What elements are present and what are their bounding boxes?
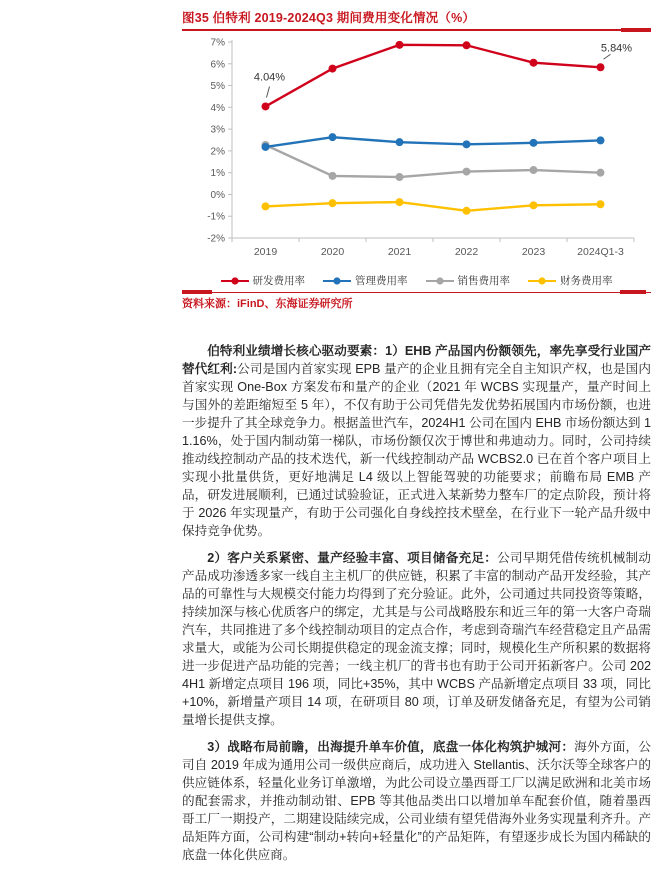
legend-label: 财务费用率 (560, 275, 613, 288)
legend-marker-icon (528, 276, 556, 286)
paragraph-3-text: 海外方面，公司自 2019 年成为通用公司一级供应商后，成功进入 Stellantis、沃尔沃等全球客户的供应链体系，轻量化业务订单激增，为此公司设立墨西哥工厂以满足欧洲和北美市场的配套需求，并推动制动钳、EPB 等其他品类出口以增加单车配套价值，随着墨西哥工厂一期投产，二期建设陆续完成，公司业绩有望凭借海外业务实现量利齐升。产品矩阵方面，公司构建“制动+转向+轻量化”的产品矩阵，有望逐步成长为国内稀缺的底盘一体化供应商。 (182, 740, 652, 863)
data-point (530, 58, 538, 66)
x-tick-label: 2019 (253, 245, 278, 258)
source-rule-start (182, 290, 212, 294)
data-point (597, 136, 605, 144)
series-line (266, 145, 601, 177)
chart-container (182, 32, 651, 271)
data-point (597, 200, 605, 208)
x-tick-label: 2020 (320, 245, 345, 258)
annotation-leader (604, 54, 611, 59)
paragraph-3-lead: 3）战略布局前瞻，出海提升单车价值，底盘一体化构筑护城河： (207, 740, 575, 755)
y-tick-label: 4% (210, 102, 225, 114)
x-tick-label: 2024Q1-3 (577, 245, 624, 258)
annotation-leader (267, 86, 270, 97)
data-point (597, 63, 605, 71)
data-point (396, 40, 404, 48)
data-point (396, 173, 404, 181)
y-tick-label: 5% (210, 80, 225, 92)
source-rule (182, 292, 651, 294)
y-tick-label: -1% (207, 211, 225, 223)
series-销售费用率 (262, 141, 605, 181)
series-管理费用率 (262, 133, 605, 151)
series-line (266, 202, 601, 211)
data-point (329, 133, 337, 141)
data-point (463, 206, 471, 214)
y-tick-label: 1% (210, 167, 225, 179)
paragraph-2-text: 公司早期凭借传统机械制动产品成功渗透多家一线自主主机厂的供应链，积累了丰富的制动产品开发经验，其产品的可靠性与大规模交付能力均得到了充分验证。此外，公司通过共同投资等策略，持续加深与核心优质客户的绑定，尤其是与公司战略股东和近三年的第一大客户奇瑞汽车，共同推进了多个线控制动项目的定点合作，考虑到奇瑞汽车经营稳定且产品需求量大，或能为公司长期提供稳定的现金流支撑；同时，规模化生产所积累的数据将进一步促进产品功能的完善；一线主机厂的背书也有助于公司开拓新客户。公司 2024H1 新增定点项目 196 项，同比+35%，其中 WCBS 产品新增定点项目 33 项，同比+10%，新增量产项目 14 项，在研项目 80 项，订单及研发储备充足，有望为公司销量增长提供支撑。 (182, 551, 651, 728)
y-tick-label: -2% (207, 233, 225, 245)
series-line (266, 44, 601, 106)
series-研发费用率 (262, 40, 605, 110)
figure-title: 图35 伯特利 2019-2024Q3 期间费用变化情况（%） (182, 11, 476, 25)
x-tick-label: 2022 (454, 245, 479, 258)
data-point (463, 167, 471, 175)
legend-label: 研发费用率 (252, 275, 305, 288)
data-point (262, 102, 270, 110)
legend-item-管理费用率 (323, 273, 408, 288)
x-tick-label: 2023 (521, 245, 546, 258)
data-point (262, 143, 270, 151)
series-line (266, 137, 601, 147)
legend-label: 管理费用率 (355, 275, 408, 288)
data-point (262, 202, 270, 210)
data-point (396, 198, 404, 206)
data-point (463, 140, 471, 148)
data-point (329, 64, 337, 72)
y-tick-label: 6% (210, 58, 225, 70)
title-rule-end (621, 28, 651, 32)
paragraph-2-lead: 2）客户关系紧密、量产经验丰富、项目储备充足： (207, 551, 498, 566)
content-column (182, 10, 651, 873)
legend-marker-icon (426, 276, 454, 286)
data-point (329, 199, 337, 207)
y-tick-label: 7% (210, 37, 225, 49)
legend-label: 销售费用率 (457, 275, 510, 288)
legend-item-研发费用率 (221, 273, 306, 288)
source-rule-end (620, 290, 646, 294)
legend-item-财务费用率 (528, 273, 613, 288)
paragraph-1-lead: 伯特利业绩增长核心驱动要素：1）EHB 产品国内份额领先，率先享受行业国产替代红利: (182, 344, 651, 377)
y-tick-label: 0% (210, 189, 225, 201)
paragraph-3 (182, 738, 651, 864)
data-point (530, 138, 538, 146)
legend-marker-icon (221, 276, 249, 286)
x-tick-label: 2021 (387, 245, 412, 258)
y-tick-label: 3% (210, 124, 225, 136)
y-tick-label: 2% (210, 145, 225, 157)
paragraph-2 (182, 549, 651, 729)
expense-ratio-chart (182, 32, 651, 266)
annotation-label: 5.84% (600, 41, 633, 54)
data-point (463, 41, 471, 49)
legend-marker-icon (323, 276, 351, 286)
data-point (329, 172, 337, 180)
paragraph-1-text: 公司是国内首家实现 EPB 量产的企业且拥有完全自主知识产权，也是国内首家实现 One-Box 方案发布和量产的企业（2021 年 WCBS 实现量产，量产时间上与国外的差距缩短至 5 年），不仅有助于公司凭借先发优势拓展国内市场份额，也进一步提升了其全球竞争力。根据盖世汽车，2024H1 公司在国内 EHB 市场份额达到 11.16%，处于国内制动第一梯队，市场份额仅次于博世和弗迪动力。同时，公司持续推动线控制动产品的技术迭代，新一代线控制动产品 WCBS2.0 已在首个客户项目上实现小批量供货，更好地满足 L4 级以上智能驾驶的功能要求；前瞻布局 EMB 产品，研发进展顺利，已通过试验验证，正式进入某新势力整车厂的定点阶段，预计将于 2026 年实现量产，有助于公司强化自身线控技术壁垒，在行业下一轮产品升级中保持竞争优势。 (182, 362, 651, 539)
series-财务费用率 (262, 198, 605, 215)
data-point (396, 138, 404, 146)
data-point (530, 201, 538, 209)
report-body (182, 342, 651, 864)
data-source: 资料来源：iFinD、东海证券研究所 (182, 298, 353, 311)
annotation-label: 4.04% (253, 71, 286, 84)
title-rule (182, 29, 651, 31)
chart-legend (182, 273, 651, 289)
legend-item-销售费用率 (426, 273, 511, 288)
data-point (530, 166, 538, 174)
data-point (597, 168, 605, 176)
paragraph-1 (182, 342, 651, 540)
